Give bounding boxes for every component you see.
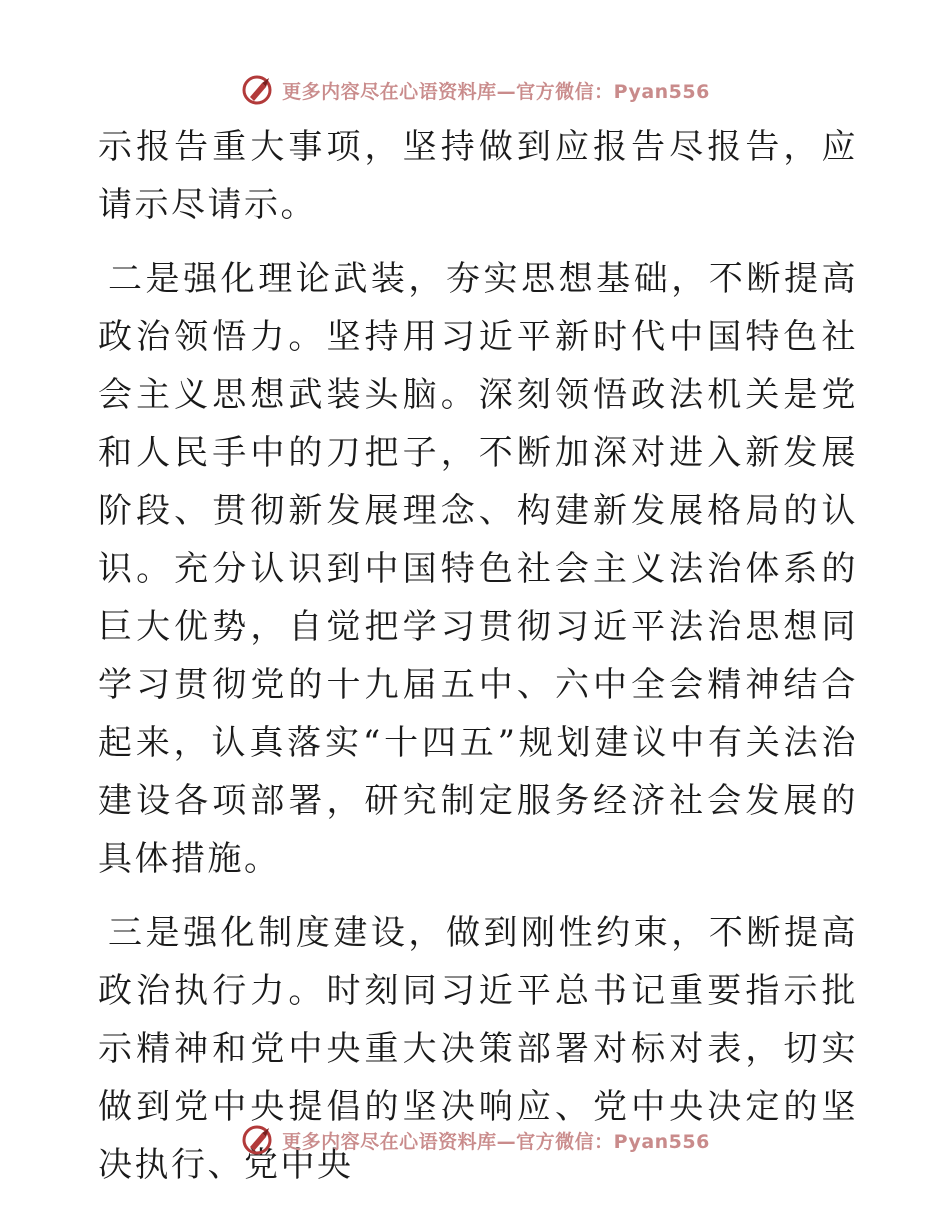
pen-nib-circle-icon (240, 73, 274, 107)
paragraph-point-three: 三是强化制度建设，做到刚性约束，不断提高政治执行力。时刻同习近平总书记重要指示批示精神和党中央重大决策部署对标对表，切实做到党中央提倡的坚决响应、党中央决定的坚决执行、党中央 (98, 913, 858, 1185)
watermark-text: 更多内容尽在心语资料库—官方微信：Pyan556 (282, 1130, 710, 1153)
paragraph-point-two: 二是强化理论武装，夯实思想基础，不断提高政治领悟力。坚持用习近平新时代中国特色社会主义思想武装头脑。深刻领悟政法机关是党和人民手中的刀把子，不断加深对进入新发展阶段、贯彻新发展理念、构建新发展格局的认识。充分认识到中国特色社会主义法治体系的巨大优势，自觉把学习贯彻习近平法治思想同学习贯彻党的十九届五中、六中全会精神结合起来，认真落实“十四五”规划建议中有关法治建设各项部署，研究制定服务经济社会发展的具体措施。 (98, 259, 858, 879)
watermark-banner-top (0, 70, 950, 110)
watermark-banner-bottom (0, 1120, 950, 1160)
pen-nib-circle-icon (240, 1123, 274, 1157)
document-body (98, 118, 858, 1194)
watermark-text: 更多内容尽在心语资料库—官方微信：Pyan556 (282, 80, 710, 103)
paragraph-continuation: 示报告重大事项，坚持做到应报告尽报告，应请示尽请示。 (98, 127, 858, 225)
